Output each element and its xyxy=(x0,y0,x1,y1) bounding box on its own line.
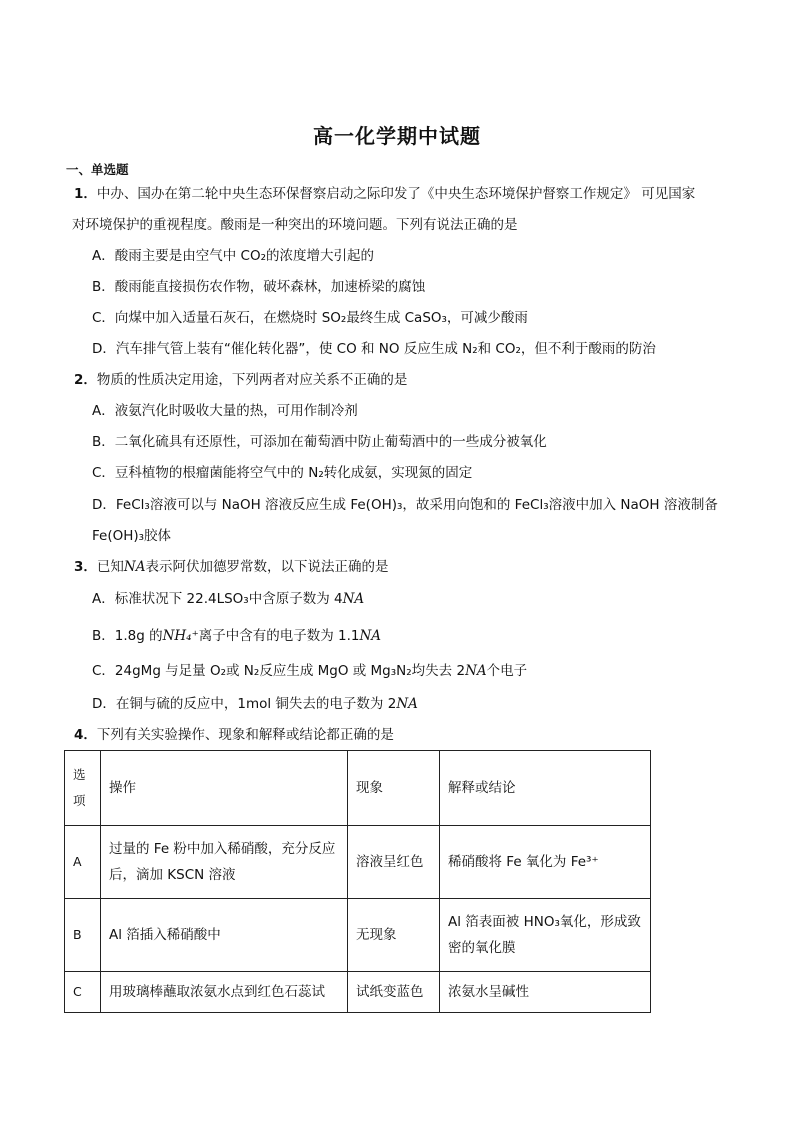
question-2-option-b: B．二氧化硫具有还原性，可添加在葡萄酒中防止葡萄酒中的一些成分被氧化 xyxy=(92,434,547,450)
question-4-number: 4． xyxy=(74,727,97,743)
question-4-stem: 下列有关实验操作、现象和解释或结论都正确的是 xyxy=(96,727,394,743)
table-cell-phenomenon: 无现象 xyxy=(348,899,440,972)
table-header-cell-operation: 操作 xyxy=(101,751,348,826)
question-1-line-1 xyxy=(74,184,734,204)
ammonium-ion-formula: NH₄⁺ xyxy=(162,628,199,644)
header-text: 项 xyxy=(73,793,86,808)
experiment-table xyxy=(64,750,651,1013)
table-cell-phenomenon: 试纸变蓝色 xyxy=(348,972,440,1013)
table-header-cell-phenomenon: 现象 xyxy=(348,751,440,826)
question-4-line xyxy=(74,725,734,745)
question-2-option-a: A．液氨汽化时吸收大量的热，可用作制冷剂 xyxy=(92,403,358,419)
table-cell-option: C xyxy=(65,972,101,1013)
section-heading: 一、单选题 xyxy=(66,162,129,177)
table-cell-option: A xyxy=(65,826,101,899)
question-3-option-a xyxy=(92,589,752,609)
table-row xyxy=(65,826,651,899)
question-2-stem: 物质的性质决定用途，下列两者对应关系不正确的是 xyxy=(96,372,408,388)
question-3-option-d xyxy=(92,694,752,714)
avogadro-symbol: NA xyxy=(465,663,487,679)
question-2-option-d-line-2: Fe(OH)₃胶体 xyxy=(92,528,172,544)
table-row xyxy=(65,899,651,972)
table-cell-conclusion xyxy=(440,899,651,972)
question-3-number: 3． xyxy=(74,559,97,575)
question-1-option-d: D．汽车排气管上装有“催化转化器”，使 CO 和 NO 反应生成 N₂和 CO₂，但不利于酸雨的防治 xyxy=(92,341,656,357)
question-1-option-b: B．酸雨能直接损伤农作物，破坏森林，加速桥梁的腐蚀 xyxy=(92,279,426,295)
table-cell-conclusion: 稀硝酸将 Fe 氧化为 Fe³⁺ xyxy=(440,826,651,899)
page-title: 高一化学期中试题 xyxy=(313,124,481,148)
avogadro-symbol: NA xyxy=(359,628,382,644)
cell-text: 密的氧化膜 xyxy=(448,940,516,956)
question-3-option-c-post: 个电子 xyxy=(486,663,528,679)
question-2-option-c: C．豆科植物的根瘤菌能将空气中的 N₂转化成氨，实现氮的固定 xyxy=(92,465,473,481)
avogadro-symbol: NA xyxy=(342,591,365,607)
question-3-line xyxy=(74,557,734,577)
question-3-option-a-text: A．标准状况下 22.4LSO₃中含原子数为 4 xyxy=(92,591,343,607)
question-3-option-d-text: D．在铜与硫的反应中，1mol 铜失去的电子数为 2 xyxy=(92,696,397,712)
cell-text: 过量的 Fe 粉中加入稀硝酸，充分反应 xyxy=(109,841,336,857)
question-2-line xyxy=(74,370,734,390)
question-1-stem: 中办、国办在第二轮中央生态环保督察启动之际印发了《中央生态环境保护督察工作规定》 可见国家 xyxy=(96,186,696,202)
table-header-cell-conclusion: 解释或结论 xyxy=(440,751,651,826)
table-cell-operation: Al 箔插入稀硝酸中 xyxy=(101,899,348,972)
table-header-row xyxy=(65,751,651,826)
avogadro-symbol: NA xyxy=(396,696,418,712)
table-cell-option: B xyxy=(65,899,101,972)
question-1-number: 1． xyxy=(74,186,97,202)
table-header-cell-option xyxy=(65,751,101,826)
question-3-option-c xyxy=(92,661,752,681)
question-2-number: 2． xyxy=(74,372,97,388)
table-cell-operation: 用玻璃棒蘸取浓氨水点到红色石蕊试 xyxy=(101,972,348,1013)
question-3-stem-pre: 已知 xyxy=(96,559,124,575)
question-3-option-b xyxy=(92,626,752,646)
question-2-option-d-line-1: D．FeCl₃溶液可以与 NaOH 溶液反应生成 Fe(OH)₃，故采用向饱和的 FeCl₃溶液中加入 NaOH 溶液制备 xyxy=(92,497,718,513)
question-3-stem-post: 表示阿伏加德罗常数，以下说法正确的是 xyxy=(145,559,389,575)
table-cell-conclusion: 浓氨水呈碱性 xyxy=(440,972,651,1013)
question-1-option-c: C．向煤中加入适量石灰石，在燃烧时 SO₂最终生成 CaSO₃，可减少酸雨 xyxy=(92,310,528,326)
header-text: 选 xyxy=(73,767,86,782)
question-3-option-b-text: B．1.8g 的 xyxy=(92,628,163,644)
question-1-option-a: A．酸雨主要是由空气中 CO₂的浓度增大引起的 xyxy=(92,248,374,264)
question-1-line-2: 对环境保护的重视程度。酸雨是一种突出的环境问题。下列有说法正确的是 xyxy=(72,217,518,233)
cell-text: 后，滴加 KSCN 溶液 xyxy=(109,867,236,883)
question-3-option-c-text: C．24gMg 与足量 O₂或 N₂反应生成 MgO 或 Mg₃N₂均失去 2 xyxy=(92,663,466,679)
cell-text: Al 箔表面被 HNO₃氧化，形成致 xyxy=(448,914,641,930)
table-cell-phenomenon: 溶液呈红色 xyxy=(348,826,440,899)
table-cell-operation xyxy=(101,826,348,899)
avogadro-symbol: NA xyxy=(123,559,146,575)
question-3-option-b-mid: 离子中含有的电子数为 1.1 xyxy=(198,628,360,644)
table-row xyxy=(65,972,651,1013)
